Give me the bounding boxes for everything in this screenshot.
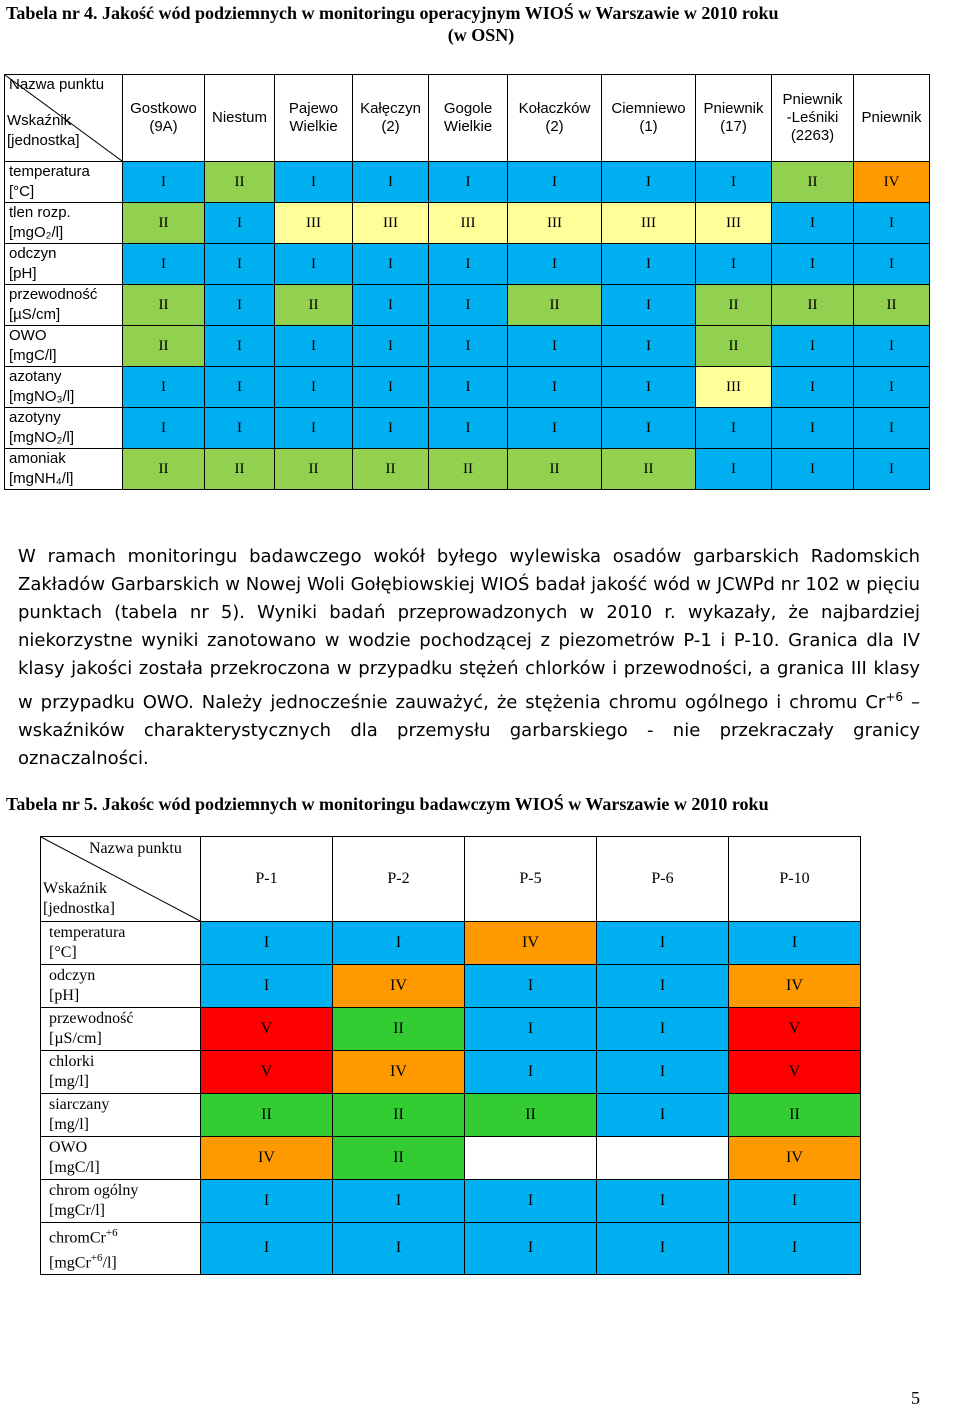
quality-class-cell: I [429,162,508,203]
quality-class-cell: II [333,1137,465,1180]
quality-class-cell: I [123,408,205,449]
table-row [41,965,861,1008]
table-row [5,244,930,285]
column-header: P-5 [465,837,597,922]
row-label-name-text: odczyn [49,967,96,984]
quality-class-cell: I [772,408,854,449]
quality-class-cell: I [772,244,854,285]
quality-class-cell: II [333,1094,465,1137]
row-label-unit-text: [mgCr/l] [49,1202,105,1219]
quality-class-cell: I [123,162,205,203]
quality-class-cell: I [854,326,930,367]
quality-class-cell: I [333,1223,465,1275]
row-label-unit [49,1029,200,1049]
column-header [854,75,930,162]
table-row [5,408,930,449]
table-row [41,1137,861,1180]
table-row [5,326,930,367]
paragraph-text-end: – wskaźników charakterystycznych dla przemysłu garbarskiego - nie przekraczały granicy oznaczalności. [18,692,920,769]
corner-header-cell [41,837,201,922]
row-label-unit-text: [pH] [49,987,80,1004]
row-label [5,367,123,408]
quality-class-cell: I [508,244,602,285]
quality-class-cell: I [696,449,772,490]
quality-class-cell: I [465,965,597,1008]
quality-class-cell: IV [465,922,597,965]
quality-class-cell: II [508,449,602,490]
quality-class-cell: II [465,1094,597,1137]
quality-class-cell [597,1137,729,1180]
row-label [5,285,123,326]
row-label-name-text: przewodność [49,1010,134,1027]
corner-label-indicator: Wskaźnik [43,880,107,897]
quality-class-cell: I [205,326,275,367]
row-label-unit [49,1072,200,1092]
row-label-name: azotany [9,368,62,385]
column-header-line: Kałęczyn [360,100,421,117]
paragraph-text: W ramach monitoringu badawczego wokół byłego wylewiska osadów garbarskich Radomskich Zakładów Garbarskich w Nowej Woli Gołębiowskiej WIOŚ badał jakość wód w JCWPd nr 102 w pięciu punktach (tabela nr 5). Wyniki badań przeprowadzonych w 2010 r. wykazały, że najbardziej niekorzystne wyniki zanotowano w wodzie pochodzącej z piezometrów P-1 i P-10. Granica dla IV klasy jakości została przekroczona w przypadku stężeń chlorków i przewodności, a granica III klasy w przypadku OWO. Należy jednocześnie zauważyć, że stężenia chromu ogólnego i chromu Cr [18,546,920,713]
quality-class-cell: I [772,449,854,490]
row-label-name-text: OWO [49,1139,88,1156]
quality-class-cell: I [123,367,205,408]
column-header-line: Pajewo [288,100,339,117]
quality-class-cell: II [205,449,275,490]
quality-class-cell: I [429,367,508,408]
quality-class-cell: II [772,285,854,326]
quality-class-cell: I [597,1223,729,1275]
quality-class-cell: I [429,244,508,285]
quality-class-cell: I [508,367,602,408]
column-header-line: (17) [720,118,747,135]
row-label [41,1094,201,1137]
quality-class-cell: II [201,1094,333,1137]
row-label-name: przewodność [9,286,98,303]
quality-class-cell: I [275,162,353,203]
column-header [696,75,772,162]
quality-class-cell: I [201,1180,333,1223]
quality-class-cell: II [602,449,696,490]
row-label-name-text: chromCr [49,1229,106,1247]
table-row [5,367,930,408]
table-row [5,285,930,326]
column-header [353,75,429,162]
quality-class-cell: I [333,1180,465,1223]
quality-class-cell: II [696,326,772,367]
quality-class-cell: I [275,244,353,285]
quality-class-cell: III [353,203,429,244]
quality-class-cell: I [602,367,696,408]
row-label-unit-text: [µS/cm] [49,1030,102,1047]
row-label-name: odczyn [9,245,57,262]
quality-class-cell: I [353,326,429,367]
quality-class-cell: I [508,408,602,449]
row-label [5,203,123,244]
row-label-name-text: chrom ogólny [49,1182,139,1199]
quality-class-cell: II [123,326,205,367]
quality-class-cell: I [429,408,508,449]
quality-class-cell: I [602,285,696,326]
row-label-name: OWO [9,327,47,344]
quality-class-cell: V [729,1051,861,1094]
row-label [41,1008,201,1051]
quality-class-cell: I [201,1223,333,1275]
quality-class-cell: II [772,162,854,203]
row-label-name [49,966,200,986]
column-header: P-10 [729,837,861,922]
quality-class-cell: I [729,1223,861,1275]
table-row [41,1223,861,1275]
column-header [205,75,275,162]
row-label-name [49,923,200,943]
quality-class-cell: II [353,449,429,490]
table4-caption-line1: Tabela nr 4. Jakość wód podziemnych w monitoringu operacyjnym WIOŚ w Warszawie w 2010 roku [6,3,779,23]
row-label-name: azotyny [9,409,61,426]
row-label-unit [49,1248,200,1273]
quality-class-cell: I [597,1008,729,1051]
row-label-name: amoniak [9,450,66,467]
row-label [41,1180,201,1223]
quality-class-cell: I [772,367,854,408]
row-label-unit: [µS/cm] [9,306,61,323]
column-header-line: (2263) [790,127,835,144]
quality-class-cell: IV [729,965,861,1008]
quality-class-cell: IV [729,1137,861,1180]
corner-label-indicator: Wskaźnik [7,112,72,129]
quality-class-cell: III [275,203,353,244]
quality-class-cell: II [123,449,205,490]
row-label-name [49,1009,200,1029]
quality-class-cell: I [508,326,602,367]
quality-class-cell: I [854,449,930,490]
corner-label-point-name: Nazwa punktu [9,76,105,93]
table-row [5,203,930,244]
quality-class-cell: V [729,1008,861,1051]
quality-class-cell: V [201,1051,333,1094]
quality-class-cell: I [772,326,854,367]
row-label [5,244,123,285]
table4-caption [6,2,956,46]
row-label-name-sup: +6 [105,1227,118,1239]
quality-class-cell: I [275,326,353,367]
corner-label-unit: [jednostka] [43,900,115,917]
column-header: P-6 [597,837,729,922]
row-label-name-text: chlorki [49,1053,95,1070]
quality-class-cell: IV [333,965,465,1008]
row-label-unit-text: [mg/l] [49,1116,89,1133]
column-header [602,75,696,162]
column-header-line: Gogole [443,100,493,117]
column-header [275,75,353,162]
column-header-line: (9A) [149,118,178,135]
row-label-name [49,1052,200,1072]
row-label-unit: [mgO₂/l] [9,224,64,241]
row-label [5,408,123,449]
quality-class-cell: III [508,203,602,244]
row-label-unit-text: [mgCr [49,1254,91,1272]
quality-class-cell: I [353,367,429,408]
quality-class-cell: IV [201,1137,333,1180]
quality-class-cell: I [729,1180,861,1223]
row-label-unit-text: [°C] [49,944,77,961]
quality-class-cell: I [353,244,429,285]
column-header-line: Niestum [211,109,267,126]
quality-class-cell: II [123,285,205,326]
row-label-unit: [mgNO₂/l] [9,429,74,446]
row-label-name: tlen rozp. [9,204,71,221]
column-header-line: Pniewnik [782,91,843,108]
table-row [5,162,930,203]
quality-class-cell: I [602,326,696,367]
table4 [4,74,930,490]
quality-class-cell: II [508,285,602,326]
row-label-name [49,1223,200,1248]
quality-class-cell: II [333,1008,465,1051]
row-label-unit: [pH] [9,265,37,282]
row-label-unit-tail: /l] [102,1254,117,1272]
quality-class-cell: I [696,162,772,203]
quality-class-cell: I [201,965,333,1008]
quality-class-cell: I [465,1008,597,1051]
quality-class-cell: I [696,408,772,449]
quality-class-cell: II [696,285,772,326]
quality-class-cell: I [333,922,465,965]
quality-class-cell: II [429,449,508,490]
table-row [41,1008,861,1051]
quality-class-cell: II [123,203,205,244]
quality-class-cell: I [275,367,353,408]
row-label-unit: [mgC/l] [9,347,57,364]
column-header [429,75,508,162]
quality-class-cell: I [854,203,930,244]
quality-class-cell: III [602,203,696,244]
table-row [41,1180,861,1223]
column-header-line: Pniewnik [703,100,764,117]
quality-class-cell: I [429,326,508,367]
column-header-line: Kołaczków [518,100,591,117]
quality-class-cell: I [772,203,854,244]
row-label-unit: [°C] [9,183,35,200]
quality-class-cell: I [597,1051,729,1094]
quality-class-cell: II [275,449,353,490]
quality-class-cell: IV [333,1051,465,1094]
column-header-line: (2) [545,118,564,135]
quality-class-cell: I [205,203,275,244]
quality-class-cell: I [201,922,333,965]
quality-class-cell: II [205,162,275,203]
table-row [41,1051,861,1094]
quality-class-cell: II [275,285,353,326]
quality-class-cell: I [854,367,930,408]
column-header-line: (2) [381,118,400,135]
quality-class-cell: I [602,244,696,285]
quality-class-cell: I [205,244,275,285]
quality-class-cell: III [696,367,772,408]
quality-class-cell: I [275,408,353,449]
quality-class-cell [465,1137,597,1180]
body-paragraph [18,543,920,773]
row-label [5,162,123,203]
quality-class-cell: I [205,367,275,408]
quality-class-cell: I [465,1180,597,1223]
table-row [41,922,861,965]
paragraph-sup: +6 [885,690,904,704]
quality-class-cell: IV [854,162,930,203]
quality-class-cell: I [729,922,861,965]
quality-class-cell: I [508,162,602,203]
row-label-unit [49,1201,200,1221]
row-label-unit [49,1115,200,1135]
row-label-name-text: temperatura [49,924,126,941]
row-label [41,1223,201,1275]
row-label-unit-text: [mg/l] [49,1073,89,1090]
corner-label-unit: [jednostka] [7,132,80,149]
column-header-line: Wielkie [289,118,338,135]
quality-class-cell: I [353,285,429,326]
quality-class-cell: II [854,285,930,326]
column-header-line: Wielkie [443,118,493,135]
quality-class-cell: I [602,408,696,449]
corner-header-cell [5,75,123,162]
quality-class-cell: I [597,1094,729,1137]
row-label-unit-sup: +6 [90,1252,103,1265]
quality-class-cell: I [429,285,508,326]
row-label-name [49,1095,200,1115]
quality-class-cell: I [597,965,729,1008]
column-header-line: (1) [639,118,658,135]
column-header [772,75,854,162]
row-label [5,326,123,367]
table5 [40,836,861,1275]
quality-class-cell: I [854,244,930,285]
row-label-name: temperatura [9,163,90,180]
quality-class-cell: I [205,408,275,449]
quality-class-cell: I [597,922,729,965]
quality-class-cell: I [205,285,275,326]
quality-class-cell: I [353,162,429,203]
column-header [508,75,602,162]
table4-caption-line2: (w OSN) [447,25,515,45]
table5-caption: Tabela nr 5. Jakośc wód podziemnych w monitoringu badawczym WIOŚ w Warszawie w 2010 roku [6,794,769,814]
quality-class-cell: III [696,203,772,244]
table5-header-row [41,837,861,922]
table-row [5,449,930,490]
row-label-unit: [mgNO₃/l] [9,388,75,405]
row-label-unit [49,1158,200,1178]
quality-class-cell: I [597,1180,729,1223]
quality-class-cell: I [602,162,696,203]
column-header-line: Gostkowo [130,100,197,117]
quality-class-cell: II [729,1094,861,1137]
row-label-unit: [mgNH₄/l] [9,470,74,487]
page-number: 5 [911,1388,920,1408]
quality-class-cell: I [696,244,772,285]
row-label-name [49,1181,200,1201]
quality-class-cell: V [201,1008,333,1051]
row-label [41,1051,201,1094]
column-header-line: -Leśniki [786,109,839,126]
quality-class-cell: III [429,203,508,244]
row-label-unit [49,943,200,963]
quality-class-cell: I [353,408,429,449]
quality-class-cell: I [123,244,205,285]
row-label-unit-text: [mgC/l] [49,1159,100,1176]
column-header [123,75,205,162]
table-row [41,1094,861,1137]
column-header-line: Ciemniewo [611,100,686,117]
row-label-name-text: siarczany [49,1096,110,1113]
corner-label-point-name: Nazwa punktu [89,840,182,857]
row-label [41,965,201,1008]
quality-class-cell: I [465,1223,597,1275]
column-header: P-2 [333,837,465,922]
table4-header-row [5,75,930,162]
row-label-unit [49,986,200,1006]
quality-class-cell: I [465,1051,597,1094]
row-label [41,1137,201,1180]
row-label [41,922,201,965]
row-label-name [49,1138,200,1158]
row-label [5,449,123,490]
quality-class-cell: I [854,408,930,449]
column-header-line: Pniewnik [861,109,922,126]
column-header: P-1 [201,837,333,922]
